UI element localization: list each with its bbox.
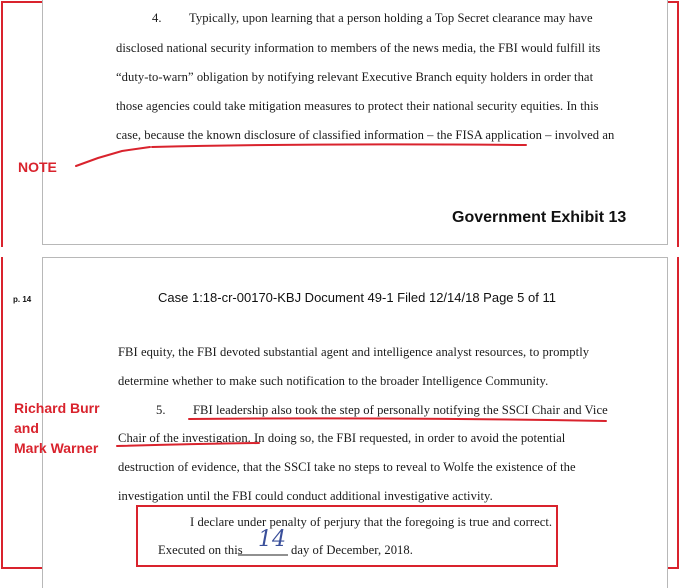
declaration-text: I declare under penalty of perjury that the foregoing is true and correct. xyxy=(190,515,553,529)
underline-mark xyxy=(152,144,526,147)
text-line: disclosed national security information to members of the news media, the FBI would fulfill its xyxy=(116,41,601,55)
text-plain: In doing so, the FBI requested, in order to avoid the potential xyxy=(250,431,566,445)
text-line: Typically, upon learning that a person holding a Top Secret clearance may have xyxy=(189,11,593,25)
text-line: FBI equity, the FBI devoted substantial agent and intelligence analyst resources, to promptly xyxy=(118,345,590,359)
text-highlighted: Chair of the investigation. xyxy=(118,431,251,445)
name-annotation: and xyxy=(14,420,39,436)
text-line: destruction of evidence, that the SSCI take no steps to reveal to Wolfe the existence of the xyxy=(118,460,576,474)
name-annotation: Mark Warner xyxy=(14,440,99,456)
name-annotation: Richard Burr xyxy=(14,400,100,416)
text-line: investigation until the FBI could conduct additional investigative activity. xyxy=(118,489,493,503)
page-marker: p. 14 xyxy=(13,295,32,304)
case-header: Case 1:18-cr-00170-KBJ Document 49-1 Filed 12/14/18 Page 5 of 11 xyxy=(158,290,556,305)
signed-day: 14 xyxy=(258,527,286,552)
text-line-highlighted: FBI leadership also took the step of personally notifying the SSCI Chair and Vice xyxy=(193,403,608,417)
executed-prefix: Executed on this xyxy=(158,543,243,557)
paragraph-number: 4. xyxy=(152,11,162,25)
pointer-line xyxy=(76,147,150,166)
executed-suffix: day of December, 2018. xyxy=(291,543,413,557)
note-annotation: NOTE xyxy=(18,159,57,175)
text-line: those agencies could take mitigation measures to protect their national security equities. In this xyxy=(116,99,599,113)
underline-mark xyxy=(189,418,606,421)
underline-mark xyxy=(117,443,259,446)
paragraph-number: 5. xyxy=(156,403,166,417)
text-line: determine whether to make such notification to the broader Intelligence Community. xyxy=(118,374,549,388)
text-line: “duty-to-warn” obligation by notifying relevant Executive Branch equity holders in order that xyxy=(116,70,594,84)
exhibit-label: Government Exhibit 13 xyxy=(452,209,627,226)
text-line: case, because the known disclosure of classified information – the FISA application – involved an xyxy=(116,128,615,142)
